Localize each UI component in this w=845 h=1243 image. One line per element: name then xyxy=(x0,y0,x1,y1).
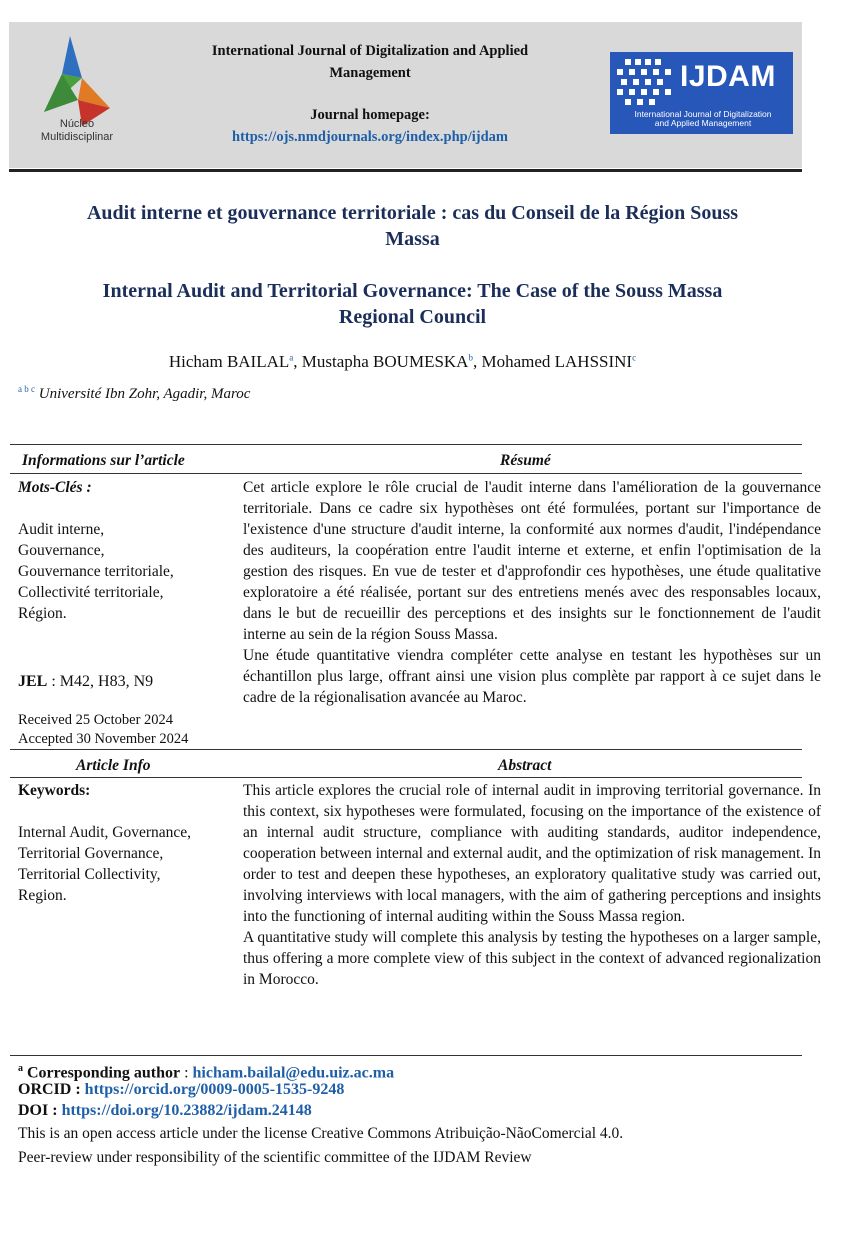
en-abstract-p1: This article explores the crucial role of internal audit in improving territorial governance. In this context, six hypotheses were formulated, focusing on the importance of the existence of an internal audit structure, compliance with auditing standards, auditor independence, cooperation between internal and external audit, and the optimization of risk management. In order to test and deepen these hypotheses, an exploratory qualitative study was carried out, involving interviews with local managers, with the aim of gathering perceptions and insights into the functioning of internal auditing within the Souss Massa region. xyxy=(243,782,821,925)
divider xyxy=(10,444,802,445)
author-1-sup: a xyxy=(289,352,294,363)
journal-title-line1: International Journal of Digitalization and Applied xyxy=(211,43,529,59)
en-keyword: Territorial Collectivity, xyxy=(18,866,161,883)
fr-left-header: Informations sur l’article xyxy=(22,452,185,469)
homepage-label: Journal homepage: xyxy=(310,107,430,123)
orcid xyxy=(18,1080,344,1100)
fr-keyword: Gouvernance territoriale, xyxy=(18,563,174,580)
affiliation xyxy=(18,384,250,403)
en-abstract xyxy=(243,780,821,990)
title-fr-line2: Massa xyxy=(385,228,440,250)
ijdam-dots-icon xyxy=(615,57,675,107)
title-en-line1: Internal Audit and Territorial Governance: The Case of the Souss Massa xyxy=(102,280,723,302)
ijdam-logo xyxy=(610,52,793,134)
author-2: Mustapha BOUMESKA xyxy=(301,352,469,371)
divider xyxy=(10,749,802,750)
en-keywords-block xyxy=(18,780,191,906)
fr-abstract xyxy=(243,477,821,708)
corr-separator: : xyxy=(180,1064,193,1082)
author-2-sup: b xyxy=(468,352,473,363)
fr-keywords-block xyxy=(18,477,174,624)
corr-label: Corresponding author xyxy=(27,1064,181,1082)
divider xyxy=(10,777,802,778)
jel-values: : M42, H83, N9 xyxy=(51,673,154,690)
title-fr-line1: Audit interne et gouvernance territoriale : cas du Conseil de la Région Souss xyxy=(86,202,739,224)
author-3: Mohamed LAHSSINI xyxy=(481,352,633,371)
author-1: Hicham BAILAL xyxy=(168,352,290,371)
doi-link[interactable]: https://doi.org/10.23882/ijdam.24148 xyxy=(61,1102,312,1119)
received-date: Received 25 October 2024 xyxy=(18,712,174,728)
title-french xyxy=(20,200,805,252)
orcid-link[interactable]: https://orcid.org/0009-0005-1535-9248 xyxy=(84,1081,345,1098)
fr-right-header: Résumé xyxy=(500,452,551,469)
corr-email-link[interactable]: hicham.bailal@edu.uiz.ac.ma xyxy=(192,1064,395,1082)
en-right-header: Abstract xyxy=(498,757,552,774)
fr-abstract-p1: Cet article explore le rôle crucial de l'audit interne dans l'amélioration de la gouvernance territoriale. Dans ce cadre six hypothèses ont été formulées, portant sur l'importance de l'existence d'une structure d'audit interne, la conformité aux normes d'audit, l'indépendance des auditeurs, la coopération entre l'audit interne et externe, et enfin l'optimisation de la gestion des risques. En vue de tester et d'approfondir ces hypothèses, une étude qualitative exploratoire a été réalisée, portant sur des entretiens menés avec des responsables locaux, dans le but de recueillir des perceptions et des insights sur le fonctionnement de l'audit interne au sein de la région Souss Massa. xyxy=(243,479,821,643)
dates-block xyxy=(18,711,188,749)
en-left-header: Article Info xyxy=(76,757,151,774)
journal-title-line2: Management xyxy=(329,65,411,81)
divider xyxy=(10,473,802,474)
en-keyword: Territorial Governance, xyxy=(18,845,164,862)
en-keyword: Internal Audit, Governance, xyxy=(18,824,192,841)
nucleo-label-1: Núcleo xyxy=(59,118,95,130)
doi xyxy=(18,1101,312,1121)
fr-abstract-p2: Une étude quantitative viendra compléter cette analyse en testant les hypothèses sur un échantillon plus large, offrant ainsi une vision plus complète par rapport à ce sujet dans le cadre de la régionalisation avancée au Maroc. xyxy=(243,647,821,706)
affiliation-sup: a b c xyxy=(18,384,35,394)
title-en-line2: Regional Council xyxy=(338,306,487,328)
journal-homepage xyxy=(180,104,560,148)
ijdam-sub-line1: International Journal of Digitalization xyxy=(634,109,772,119)
ijdam-logo-subtitle xyxy=(614,110,792,128)
ijdam-logo-name: IJDAM xyxy=(680,60,776,93)
header-divider xyxy=(9,169,802,172)
author-3-sup: c xyxy=(632,352,637,363)
affiliation-text: Université Ibn Zohr, Agadir, Maroc xyxy=(38,386,251,402)
authors: Hicham BAILAL$^a$, Mustapha BOUMESKA$^b$, Mohamed LAHSSINI$^c$ xyxy=(168,352,637,371)
journal-title xyxy=(180,40,560,84)
orcid-label: ORCID : xyxy=(18,1081,81,1098)
fr-keyword: Région. xyxy=(18,605,67,622)
divider xyxy=(10,1055,802,1056)
nucleo-label-2: Multidisciplinar xyxy=(40,131,114,143)
en-keyword: Region. xyxy=(18,887,67,904)
fr-keyword: Collectivité territoriale, xyxy=(18,584,164,601)
peer-review-text: Peer-review under responsibility of the scientific committee of the IJDAM Review xyxy=(18,1149,532,1166)
license-text: This is an open access article under the license Creative Commons Atribuição-NãoComercial 4.0. xyxy=(18,1125,624,1142)
fr-keyword: Gouvernance, xyxy=(18,542,105,559)
en-abstract-p2: A quantitative study will complete this analysis by testing the hypotheses on a larger sample, thus offering a more complete view of this subject in the context of advanced regionalization in Morocco. xyxy=(243,929,821,988)
title-english xyxy=(20,278,805,330)
nucleo-logo-text xyxy=(22,118,132,144)
doi-label: DOI : xyxy=(18,1102,58,1119)
en-keywords-label: Keywords: xyxy=(18,782,91,799)
jel-codes xyxy=(18,671,153,692)
corr-sup: a xyxy=(18,1063,23,1074)
fr-keywords-label: Mots-Clés : xyxy=(18,479,92,496)
fr-keyword: Audit interne, xyxy=(18,521,105,538)
accepted-date: Accepted 30 November 2024 xyxy=(18,731,189,747)
ijdam-sub-line2: and Applied Management xyxy=(654,118,752,128)
homepage-link[interactable]: https://ojs.nmdjournals.org/index.php/ijdam xyxy=(232,129,508,145)
jel-label: JEL xyxy=(18,673,48,690)
